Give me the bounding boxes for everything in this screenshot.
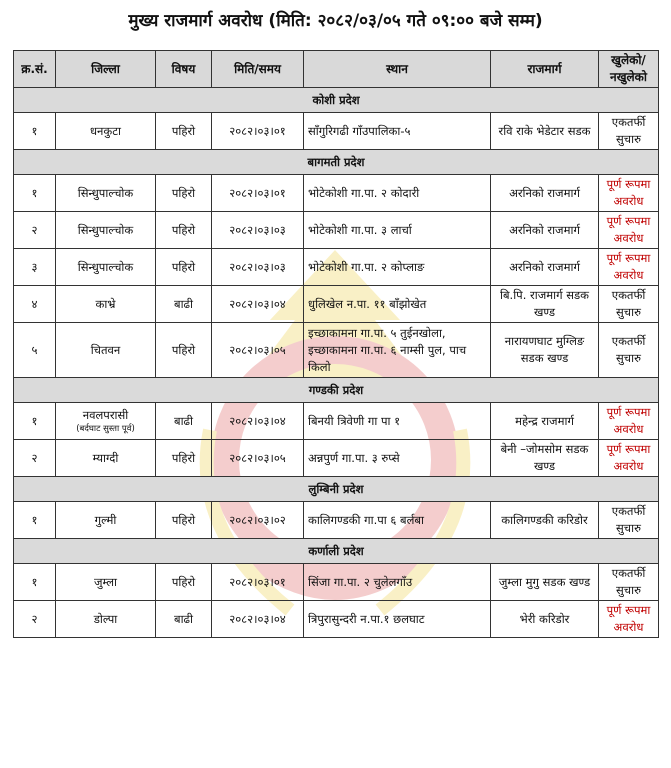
highway-cell: कालिगण्डकी करिडोर bbox=[491, 502, 599, 539]
district-name: नवलपरासी bbox=[82, 408, 129, 422]
status-cell: पूर्ण रूपमा अवरोध bbox=[599, 175, 659, 212]
province-name: गण्डकी प्रदेश bbox=[14, 378, 659, 403]
province-row bbox=[14, 88, 659, 113]
district-cell: जुम्ला bbox=[56, 564, 156, 601]
date-cell: २०८२।०३।०३ bbox=[212, 249, 304, 286]
table-row bbox=[14, 403, 659, 440]
highway-cell: महेन्द्र राजमार्ग bbox=[491, 403, 599, 440]
province-row bbox=[14, 378, 659, 403]
subject-cell: बाढी bbox=[156, 286, 212, 323]
table-row bbox=[14, 286, 659, 323]
location-cell: सिंजा गा.पा. २ चुलेलगाँउ bbox=[304, 564, 491, 601]
serial-cell: ४ bbox=[14, 286, 56, 323]
province-row bbox=[14, 477, 659, 502]
table-row bbox=[14, 212, 659, 249]
district-cell: म्याग्दी bbox=[56, 440, 156, 477]
col-highway-header: राजमार्ग bbox=[491, 51, 599, 88]
location-cell: अन्नपुर्ण गा.पा. ३ रुप्से bbox=[304, 440, 491, 477]
location-cell: भोटेकोशी गा.पा. २ कोदारी bbox=[304, 175, 491, 212]
date-cell: २०८२।०३।०१ bbox=[212, 564, 304, 601]
district-cell: सिन्धुपाल्चोक bbox=[56, 175, 156, 212]
subject-cell: पहिरो bbox=[156, 249, 212, 286]
subject-cell: पहिरो bbox=[156, 212, 212, 249]
serial-cell: १ bbox=[14, 175, 56, 212]
serial-cell: १ bbox=[14, 403, 56, 440]
col-district-header: जिल्ला bbox=[56, 51, 156, 88]
serial-cell: १ bbox=[14, 113, 56, 150]
subject-cell: पहिरो bbox=[156, 113, 212, 150]
serial-cell: २ bbox=[14, 440, 56, 477]
district-cell: चितवन bbox=[56, 323, 156, 378]
table-row bbox=[14, 564, 659, 601]
status-cell: एकतर्फी सुचारु bbox=[599, 113, 659, 150]
location-cell: साँगुरिगढी गाँउपालिका-५ bbox=[304, 113, 491, 150]
district-cell: डोल्पा bbox=[56, 601, 156, 638]
header-row bbox=[14, 51, 659, 88]
table-row bbox=[14, 175, 659, 212]
highway-cell: बेनी –जोमसोम सडक खण्ड bbox=[491, 440, 599, 477]
district-cell: गुल्मी bbox=[56, 502, 156, 539]
status-cell: पूर्ण रूपमा अवरोध bbox=[599, 403, 659, 440]
page-title: मुख्य राजमार्ग अवरोध (मिति: २०८२/०३/०५ गते ०९:०० बजे सम्म) bbox=[128, 11, 543, 31]
subject-cell: बाढी bbox=[156, 403, 212, 440]
serial-cell: ३ bbox=[14, 249, 56, 286]
status-cell: एकतर्फी सुचारु bbox=[599, 323, 659, 378]
province-name: बागमती प्रदेश bbox=[14, 150, 659, 175]
roadblock-table bbox=[13, 50, 659, 638]
status-cell: एकतर्फी सुचारु bbox=[599, 502, 659, 539]
location-cell: भोटेकोशी गा.पा. ३ लार्चा bbox=[304, 212, 491, 249]
status-cell: पूर्ण रूपमा अवरोध bbox=[599, 440, 659, 477]
col-serial-header: क्र.सं. bbox=[14, 51, 56, 88]
date-cell: २०८२।०३।०२ bbox=[212, 502, 304, 539]
serial-cell: ५ bbox=[14, 323, 56, 378]
highway-cell: अरनिको राजमार्ग bbox=[491, 175, 599, 212]
highway-cell: रवि राके भेडेटार सडक bbox=[491, 113, 599, 150]
district-cell bbox=[56, 403, 156, 440]
table-row bbox=[14, 601, 659, 638]
date-cell: २०८२।०३।०४ bbox=[212, 286, 304, 323]
date-cell: २०८२।०३।०४ bbox=[212, 601, 304, 638]
col-subject-header: विषय bbox=[156, 51, 212, 88]
serial-cell: २ bbox=[14, 601, 56, 638]
date-cell: २०८२।०३।०१ bbox=[212, 113, 304, 150]
province-name: कर्णाली प्रदेश bbox=[14, 539, 659, 564]
serial-cell: १ bbox=[14, 564, 56, 601]
subject-cell: पहिरो bbox=[156, 175, 212, 212]
highway-cell: बि.पि. राजमार्ग सडक खण्ड bbox=[491, 286, 599, 323]
date-cell: २०८२।०३।०५ bbox=[212, 440, 304, 477]
table-body bbox=[14, 88, 659, 638]
subject-cell: बाढी bbox=[156, 601, 212, 638]
status-cell: पूर्ण रूपमा अवरोध bbox=[599, 212, 659, 249]
province-row bbox=[14, 150, 659, 175]
highway-cell: नारायणघाट मुग्लिङ सडक खण्ड bbox=[491, 323, 599, 378]
district-note: (बर्दघाट सुस्ता पूर्व) bbox=[76, 424, 135, 434]
province-name: लुम्बिनी प्रदेश bbox=[14, 477, 659, 502]
district-cell: सिन्धुपाल्चोक bbox=[56, 249, 156, 286]
highway-cell: भेरी करिडोर bbox=[491, 601, 599, 638]
highway-cell: अरनिको राजमार्ग bbox=[491, 249, 599, 286]
province-row bbox=[14, 539, 659, 564]
highway-cell: जुम्ला मुगु सडक खण्ड bbox=[491, 564, 599, 601]
date-cell: २०८२।०३।०४ bbox=[212, 403, 304, 440]
date-cell: २०८२।०३।०३ bbox=[212, 212, 304, 249]
subject-cell: पहिरो bbox=[156, 502, 212, 539]
subject-cell: पहिरो bbox=[156, 323, 212, 378]
location-cell: धुलिखेल न.पा. ११ बाँझोखेत bbox=[304, 286, 491, 323]
col-date-header: मिति/समय bbox=[212, 51, 304, 88]
table-row bbox=[14, 323, 659, 378]
date-cell: २०८२।०३।०१ bbox=[212, 175, 304, 212]
location-cell: इच्छाकामना गा.पा. ५ तुईनखोला, इच्छाकामना गा.पा. ६ नाम्सी पुल, पाच किलो bbox=[304, 323, 491, 378]
district-cell: सिन्धुपाल्चोक bbox=[56, 212, 156, 249]
table-row bbox=[14, 502, 659, 539]
status-cell: एकतर्फी सुचारु bbox=[599, 286, 659, 323]
table-header bbox=[14, 51, 659, 88]
serial-cell: १ bbox=[14, 502, 56, 539]
status-cell: पूर्ण रूपमा अवरोध bbox=[599, 601, 659, 638]
highway-cell: अरनिको राजमार्ग bbox=[491, 212, 599, 249]
serial-cell: २ bbox=[14, 212, 56, 249]
status-cell: एकतर्फी सुचारु bbox=[599, 564, 659, 601]
date-cell: २०८२।०३।०५ bbox=[212, 323, 304, 378]
table-row bbox=[14, 440, 659, 477]
col-status-header: खुलेको/ नखुलेको bbox=[599, 51, 659, 88]
location-cell: बिनयी त्रिवेणी गा पा १ bbox=[304, 403, 491, 440]
table-row bbox=[14, 113, 659, 150]
col-location-header: स्थान bbox=[304, 51, 491, 88]
subject-cell: पहिरो bbox=[156, 440, 212, 477]
district-cell: काभ्रे bbox=[56, 286, 156, 323]
subject-cell: पहिरो bbox=[156, 564, 212, 601]
table-row bbox=[14, 249, 659, 286]
location-cell: भोटेकोशी गा.पा. २ कोप्लाङ bbox=[304, 249, 491, 286]
district-cell: धनकुटा bbox=[56, 113, 156, 150]
location-cell: कालिगण्डकी गा.पा ६ बर्लबा bbox=[304, 502, 491, 539]
status-cell: पूर्ण रूपमा अवरोध bbox=[599, 249, 659, 286]
province-name: कोशी प्रदेश bbox=[14, 88, 659, 113]
location-cell: त्रिपुरासुन्दरी न.पा.१ छलघाट bbox=[304, 601, 491, 638]
